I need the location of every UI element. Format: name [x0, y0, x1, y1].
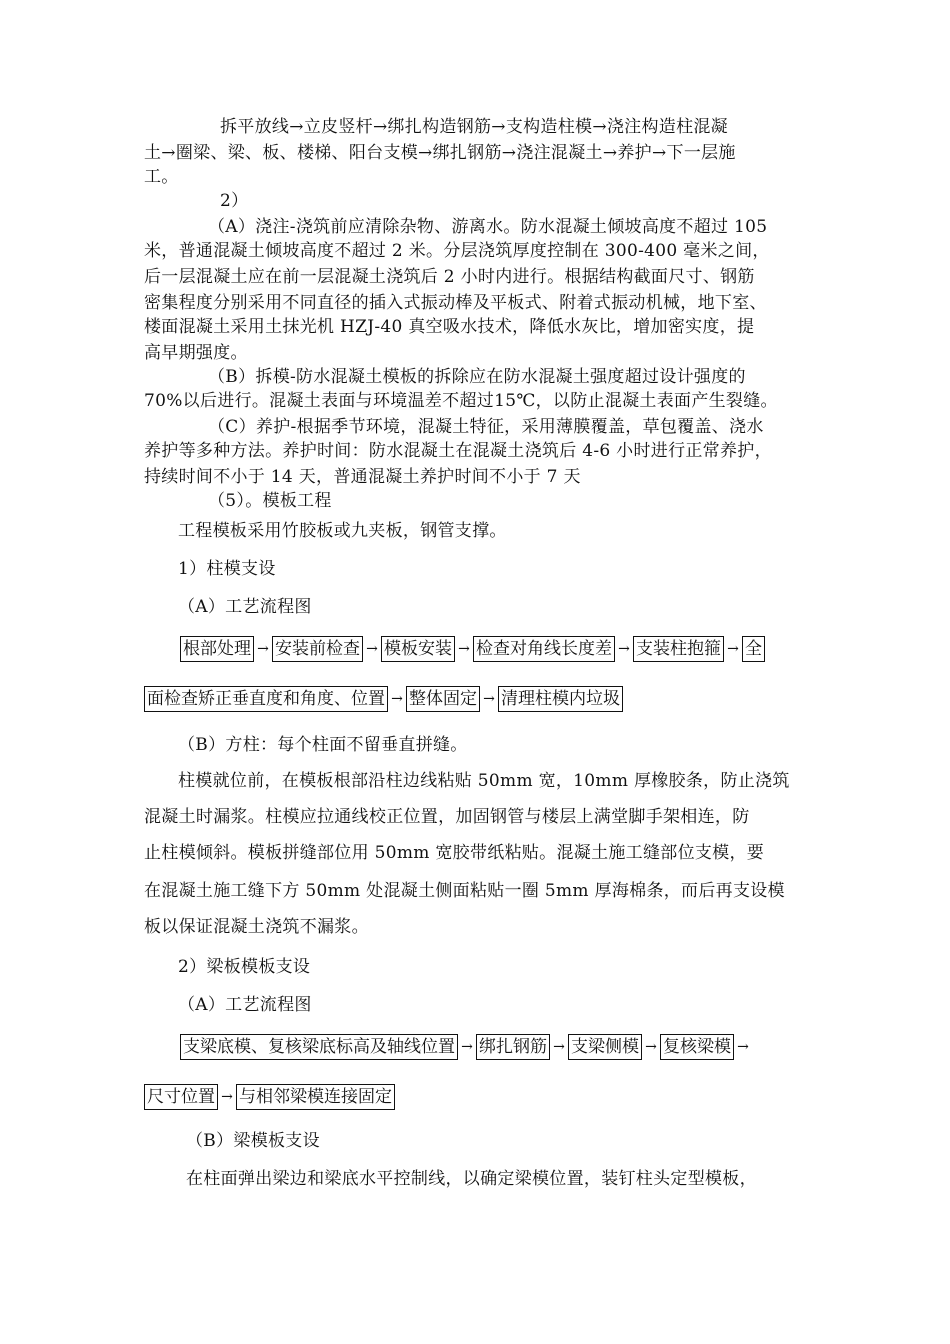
pour-paragraph-line: 高早期强度。	[144, 343, 248, 363]
beam-flowchart-row-1	[180, 1034, 752, 1060]
demold-paragraph-line: （B）拆模-防水混凝土模板的拆除应在防水混凝土强度超过设计强度的	[208, 367, 746, 387]
arrow-icon: →	[221, 1089, 233, 1105]
beam-flowchart-row-2	[144, 1084, 395, 1110]
pour-paragraph-line: 密集程度分别采用不同直径的插入式振动棒及平板式、附着式振动机械，地下室、	[144, 293, 767, 313]
arrow-icon: →	[727, 641, 739, 657]
arrow-icon: →	[391, 691, 403, 707]
arrow-icon: →	[737, 1039, 749, 1055]
flow-step: 安装前检查	[272, 636, 363, 662]
arrow-icon: →	[366, 641, 378, 657]
curing-paragraph-line: 持续时间不小于 14 天，普通混凝土养护时间不小于 7 天	[144, 467, 581, 487]
section-heading: （5）。模板工程	[208, 491, 332, 511]
column-formwork-title: 1）柱模支设	[178, 559, 276, 579]
beam-support-title: （B）梁模板支设	[186, 1131, 320, 1151]
flow-step: 支梁底模、复核梁底标高及轴线位置	[180, 1034, 458, 1060]
flow-step: 根部处理	[180, 636, 254, 662]
flow-step: 整体固定	[406, 686, 480, 712]
flow-step: 尺寸位置	[144, 1084, 218, 1110]
arrow-icon: →	[553, 1039, 565, 1055]
curing-paragraph-line: （C）养护-根据季节环境，混凝土特征，采用薄膜覆盖，草包覆盖、浇水	[208, 417, 764, 437]
pour-paragraph-line: 楼面混凝土采用土抹光机 HZJ-40 真空吸水技术，降低水灰比，增加密实度，提	[144, 317, 755, 337]
flow-step: 面检查矫正垂直度和角度、位置	[144, 686, 388, 712]
arrow-icon: →	[461, 1039, 473, 1055]
column-paragraph-line: 止柱模倾斜。模板拼缝部位用 50mm 宽胶带纸粘贴。混凝土施工缝部位支模，要	[144, 843, 765, 863]
column-paragraph-line: 在混凝土施工缝下方 50mm 处混凝土侧面粘贴一圈 5mm 厚海棉条，而后再支设模	[144, 881, 785, 901]
flow-step: 绑扎钢筋	[476, 1034, 550, 1060]
arrow-icon: →	[458, 641, 470, 657]
process-line-1: 拆平放线→立皮竖杆→绑扎构造钢筋→支构造柱模→浇注构造柱混凝	[220, 117, 728, 137]
flow-step: 复核梁模	[660, 1034, 734, 1060]
beam-paragraph-line: 在柱面弹出梁边和梁底水平控制线，以确定梁模位置，装钉柱头定型模板，	[186, 1169, 757, 1189]
beam-formwork-title: 2）梁板模板支设	[178, 957, 311, 977]
flow-step: 支装柱抱箍	[633, 636, 724, 662]
process-line-3: 工。	[144, 167, 179, 187]
square-column-note: （B）方柱：每个柱面不留垂直拼缝。	[178, 735, 468, 755]
curing-paragraph-line: 养护等多种方法。养护时间：防水混凝土在混凝土浇筑后 4-6 小时进行正常养护，	[144, 441, 772, 461]
flow-step: 支梁侧模	[568, 1034, 642, 1060]
pour-paragraph-line: 米，普通混凝土倾坡高度不超过 2 米。分层浇筑厚度控制在 300-400 毫米之间，	[144, 241, 770, 261]
arrow-icon: →	[645, 1039, 657, 1055]
formwork-intro: 工程模板采用竹胶板或九夹板，钢管支撑。	[178, 521, 507, 541]
column-paragraph-line: 板以保证混凝土浇筑不漏浆。	[144, 917, 369, 937]
column-flowchart-row-2	[144, 686, 623, 712]
flow-step: 模板安装	[381, 636, 455, 662]
beam-flowchart-title: （A）工艺流程图	[178, 995, 312, 1015]
flow-step: 与相邻梁模连接固定	[236, 1084, 395, 1110]
arrow-icon: →	[483, 691, 495, 707]
pour-paragraph-line: 后一层混凝土应在前一层混凝土浇筑后 2 小时内进行。根据结构截面尺寸、钢筋	[144, 267, 755, 287]
pour-paragraph-line: （A）浇注-浇筑前应清除杂物、游离水。防水混凝土倾坡高度不超过 105	[208, 217, 768, 237]
flow-step: 检查对角线长度差	[473, 636, 615, 662]
arrow-icon: →	[257, 641, 269, 657]
flow-step: 全	[742, 636, 765, 662]
column-flowchart-row-1	[180, 636, 765, 662]
flow-step: 清理柱模内垃圾	[498, 686, 623, 712]
column-paragraph-line: 混凝土时漏浆。柱模应拉通线校正位置，加固钢管与楼层上满堂脚手架相连，防	[144, 807, 750, 827]
item-number: 2）	[220, 191, 249, 211]
process-line-2: 土→圈梁、梁、板、楼梯、阳台支模→绑扎钢筋→浇注混凝土→养护→下一层施	[144, 143, 736, 163]
column-flowchart-title: （A）工艺流程图	[178, 597, 312, 617]
demold-paragraph-line: 70%以后进行。混凝土表面与环境温差不超过15℃，以防止混凝土表面产生裂缝。	[144, 391, 778, 411]
column-paragraph-line: 柱模就位前，在模板根部沿柱边线粘贴 50mm 宽，10mm 厚橡胶条，防止浇筑	[178, 771, 790, 791]
arrow-icon: →	[618, 641, 630, 657]
